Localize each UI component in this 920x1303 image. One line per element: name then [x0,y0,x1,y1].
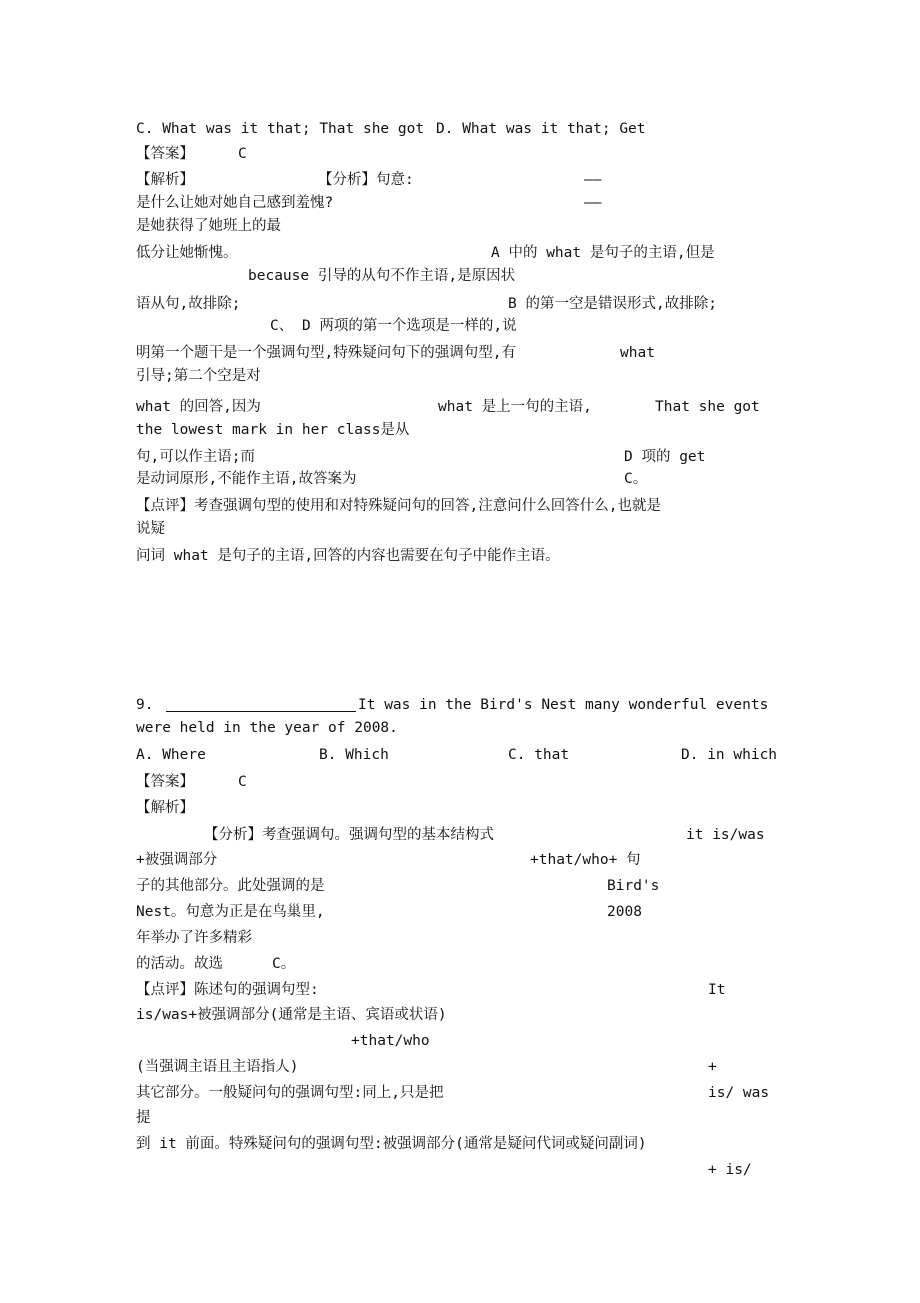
q8-comment: 【点评】考查强调句型的使用和对特殊疑问句的回答,注意问什么回答什么,也就是 [136,498,661,514]
q9-analysis: 【分析】考查强调句。强调句型的基本结构式 [204,827,494,843]
q9-blank-line [166,711,356,712]
q8-line: A 中的 what 是句子的主语,但是 [491,245,715,261]
q9-option-c: C. that [508,747,570,763]
q8-option-c: C. What was it that; That she got [136,121,425,137]
q8-line: 是什么让她对她自己感到羞愧? [136,195,334,211]
q9-option-b: B. Which [319,747,389,763]
q9-comment: 【点评】陈述句的强调句型: [136,982,319,998]
q9-stem: were held in the year of 2008. [136,720,398,736]
q9-analysis: +that/who+ 句 [530,852,641,868]
q9-analysis: 年举办了许多精彩 [136,930,252,946]
q9-answer-label: 【答案】 [136,774,194,790]
q9-number: 9. [136,697,154,713]
q9-comment: + is/ [708,1162,752,1178]
q8-line: B 的第一空是错误形式,故排除; [508,296,717,312]
q8-answer-label: 【答案】 [136,146,194,162]
q9-stem: It was in the Bird's Nest many wonderful events [358,697,769,713]
q8-line: the lowest mark in her class是从 [136,422,410,438]
q9-analysis: +被强调部分 [136,852,218,868]
q8-line: That she got [655,399,760,415]
q8-line: 语从句,故排除; [136,296,241,312]
q8-answer-value: C [238,146,247,162]
q8-line: C、 D 两项的第一个选项是一样的,说 [270,318,517,334]
q9-comment: 到 it 前面。特殊疑问句的强调句型:被强调部分(通常是疑问代词或疑问副词) [136,1136,647,1152]
q9-analysis: it is/was [686,827,765,843]
q8-dash-1: —— [584,172,602,188]
q9-answer-value: C [238,774,247,790]
q9-comment: (当强调主语且主语指人) [136,1059,299,1075]
q9-analysis: Nest。句意为正是在鸟巢里, [136,904,325,920]
q8-option-d: D. What was it that; Get [436,121,646,137]
q9-comment: is/ was [708,1085,770,1101]
q9-comment: + [708,1059,717,1075]
q9-comment: +that/who [351,1033,430,1049]
q8-analysis-label: 【解析】 [136,172,194,188]
q9-analysis: 2008 [607,904,642,920]
q8-line: 是动词原形,不能作主语,故答案为 [136,471,357,487]
q8-line: 低分让她惭愧。 [136,245,238,261]
q9-comment: is/was+被强调部分(通常是主语、宾语或状语) [136,1007,447,1023]
q8-comment: 问词 what 是句子的主语,回答的内容也需要在句子中能作主语。 [136,548,560,564]
q8-comment: 说疑 [136,521,165,537]
q9-comment: 提 [136,1110,151,1126]
q9-comment: It [708,982,726,998]
q8-line: 引导;第二个空是对 [136,368,261,384]
q9-option-d: D. in which [681,747,778,763]
q8-line: what 是上一句的主语, [438,399,592,415]
q9-comment: 其它部分。一般疑问句的强调句型:同上,只是把 [136,1085,444,1101]
q8-line: 明第一个题干是一个强调句型,特殊疑问句下的强调句型,有 [136,345,516,361]
q8-analysis-head: 【分析】句意: [318,172,414,188]
q8-line: 句,可以作主语;而 [136,449,255,465]
q8-line: because 引导的从句不作主语,是原因状 [248,268,516,284]
q8-line: what 的回答,因为 [136,399,261,415]
q8-dash-2: —— [584,195,602,211]
q9-analysis: 的活动。故选 [136,956,223,972]
q9-analysis: C。 [272,956,296,972]
q9-analysis: 子的其他部分。此处强调的是 [136,878,325,894]
q9-analysis-label: 【解析】 [136,800,194,816]
q8-line: 是她获得了她班上的最 [136,218,281,234]
q8-line: D 项的 get [624,449,706,465]
q9-analysis: Bird's [607,878,660,894]
q9-option-a: A. Where [136,747,206,763]
q8-line: what [620,345,655,361]
q8-line: C。 [624,471,648,487]
